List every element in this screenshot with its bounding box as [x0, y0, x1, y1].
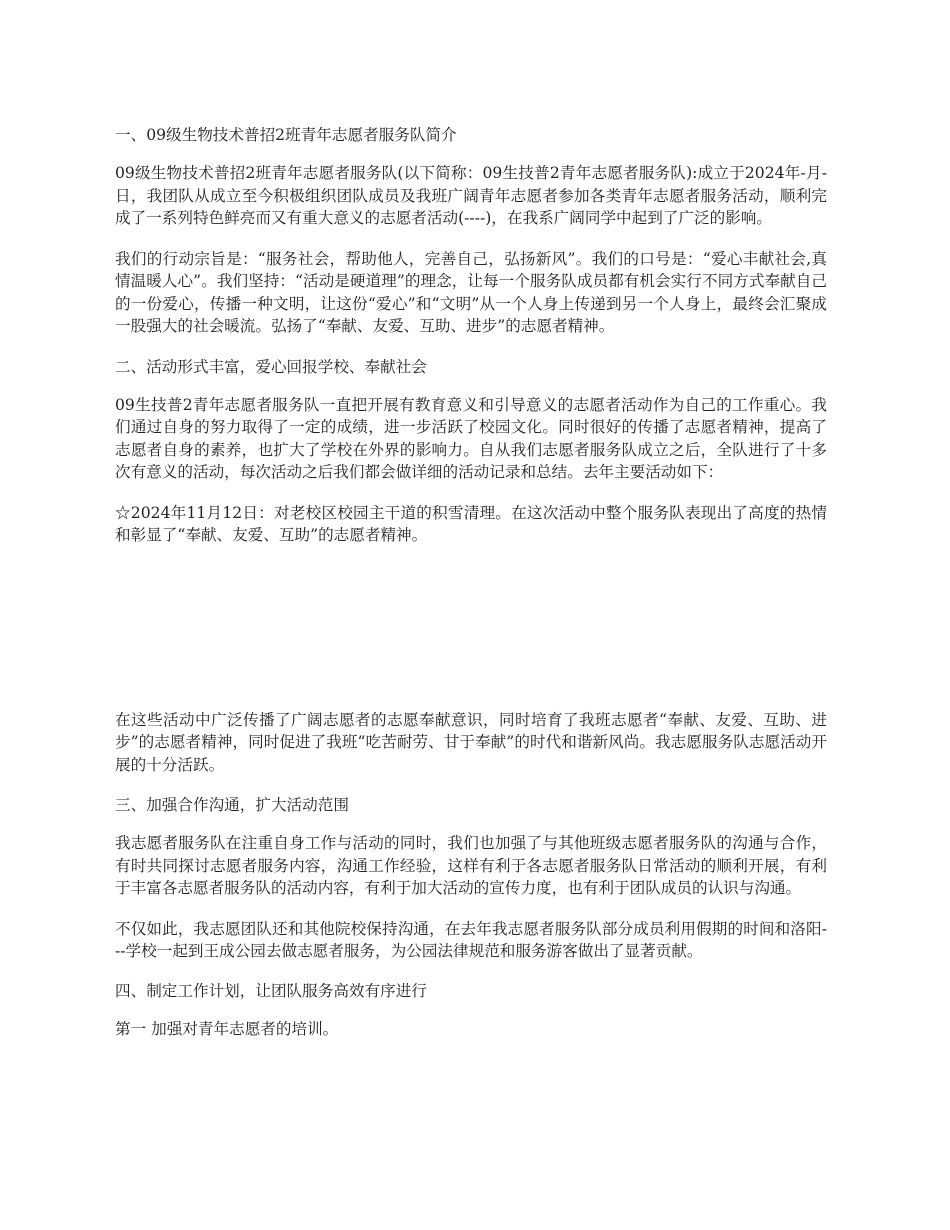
section-3-paragraph-1: 我志愿者服务队在注重自身工作与活动的同时，我们也加强了与其他班级志愿者服务队的沟通与合作，有时共同探讨志愿者服务内容，沟通工作经验，这样有利于各志愿者服务队日常活动的顺利开展，有利于丰富各志愿者服务队的活动内容，有利于加大活动的宣传力度，也有利于团队成员的认识与沟通。	[115, 834, 827, 897]
section-3-paragraph-2: 不仅如此，我志愿团队还和其他院校保持沟通，在去年我志愿者服务队部分成员利用假期的时间和洛阳---学校一起到王成公园去做志愿者服务，为公园法律规范和服务游客做出了显著贡献。	[115, 919, 827, 960]
document-page	[115, 124, 827, 1040]
section-1-paragraph-2: 我们的行动宗旨是：“服务社会，帮助他人，完善自己，弘扬新风”。我们的口号是：“爱心丰献社会,真情温暖人心”。我们坚持：“活动是硬道理”的理念，让每一个服务队成员都有机会实行不同方式奉献自己的一份爱心，传播一种文明，让这份“爱心”和“文明”从一个人身上传递到另一个人身上，最终会汇聚成一股强大的社会暖流。弘扬了“奉献、友爱、互助、进步”的志愿者精神。	[115, 249, 827, 335]
section-3-heading: 三、加强合作沟通，扩大活动范围	[115, 796, 349, 814]
section-2-heading: 二、活动形式丰富，爱心回报学校、奉献社会	[115, 357, 427, 376]
blank-space	[115, 547, 827, 709]
section-1-heading: 一、09级生物技术普招2班青年志愿者服务队简介	[115, 126, 457, 144]
section-4-paragraph-1: 第一 加强对青年志愿者的培训。	[115, 1019, 339, 1038]
section-4-heading: 四、制定工作计划，让团队服务高效有序进行	[115, 981, 427, 1000]
activity-item: ☆2024年11月12日：对老校区校园主干道的积雪清理。在这次活动中整个服务队表现出了高度的热情和彰显了“奉献、友爱、互助”的志愿者精神。	[115, 503, 827, 544]
section-2-paragraph-1: 09生技普2青年志愿者服务队一直把开展有教育意义和引导意义的志愿者活动作为自己的工作重心。我们通过自身的努力取得了一定的成绩，进一步活跃了校园文化。同时很好的传播了志愿者精神，提高了志愿者自身的素养，也扩大了学校在外界的影响力。自从我们志愿者服务队成立之后，全队进行了十多次有意义的活动，每次活动之后我们都会做详细的活动记录和总结。去年主要活动如下：	[115, 395, 827, 481]
section-1-paragraph-1: 09级生物技术普招2班青年志愿者服务队(以下简称：09生技普2青年志愿者服务队):成立于2024年-月-日，我团队从成立至今积极组织团队成员及我班广阔青年志愿者参加各类青年志愿者服务活动，顺利完成了一系列特色鲜亮而又有重大意义的志愿者活动(----)，在我系广阔同学中起到了广泛的影响。	[115, 164, 827, 227]
section-2-paragraph-3: 在这些活动中广泛传播了广阔志愿者的志愿奉献意识，同时培育了我班志愿者“奉献、友爱、互助、进步”的志愿者精神，同时促进了我班“吃苦耐劳、甘于奉献”的时代和谐新风尚。我志愿服务队志愿活动开展的十分活跃。	[115, 710, 827, 774]
